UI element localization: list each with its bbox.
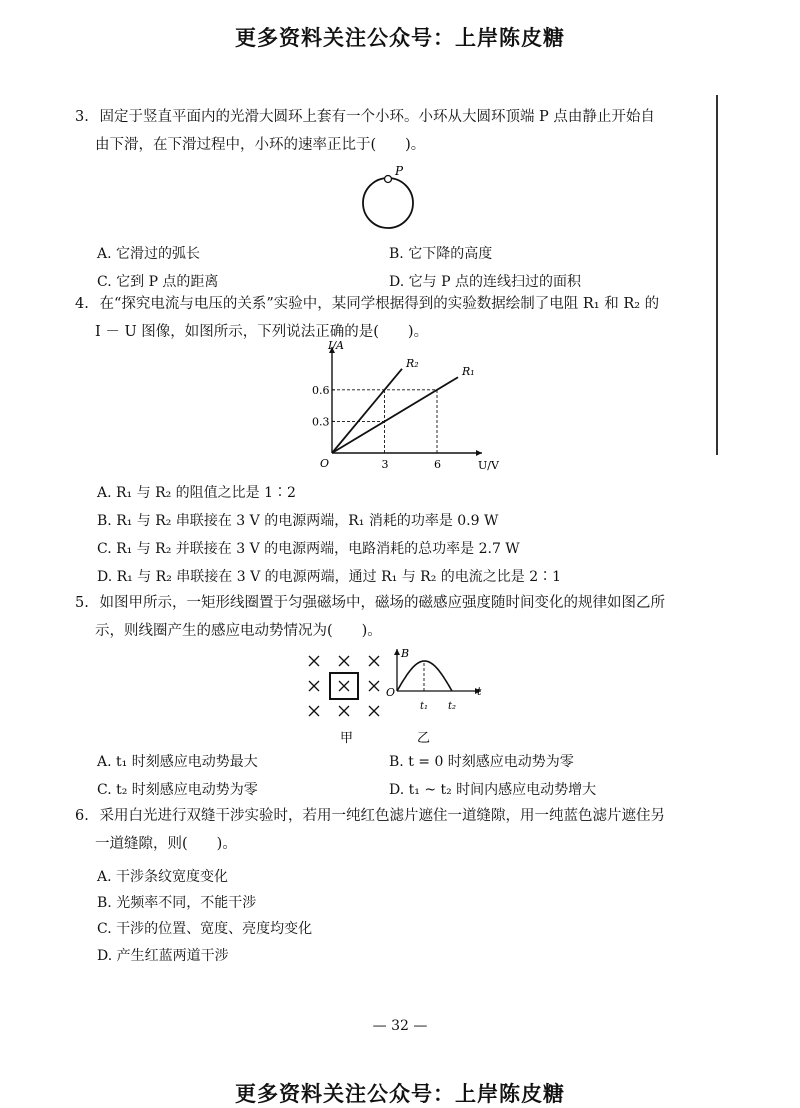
series-line-r1 — [332, 377, 458, 453]
x-axis-label: t — [477, 685, 482, 698]
question-stem-line2: 一道缝隙，则( )。 — [95, 836, 237, 852]
question-stem-line2: 示，则线圈产生的感应电动势情况为( )。 — [95, 623, 382, 639]
y-axis-label: B — [401, 647, 410, 660]
question-stem-line2: I － U 图像，如图所示，下列说法正确的是( )。 — [95, 324, 429, 340]
question-stem-line2: 由下滑，在下滑过程中，小环的速率正比于( )。 — [95, 137, 426, 153]
question-stem-line1: 在“探究电流与电压的关系”实验中，某同学根据得到的实验数据绘制了电阻 R₁ 和 R₂ 的 — [99, 296, 660, 312]
option-6c: C. 干涉的位置、宽度、亮度均变化 — [97, 921, 313, 937]
option-6b: B. 光频率不同，不能干涉 — [97, 895, 257, 911]
option-3d: D. 它与 P 点的连线扫过的面积 — [389, 274, 581, 290]
page-edge-rule — [716, 95, 718, 455]
option-6d: D. 产生红蓝两道干涉 — [97, 948, 229, 964]
option-4d: D. R₁ 与 R₂ 串联接在 3 V 的电源两端，通过 R₁ 与 R₂ 的电流之比是 2∶1 — [97, 569, 562, 585]
page-number: — 32 — — [372, 1018, 428, 1034]
x-tick-label: t₂ — [448, 701, 457, 712]
option-4a: A. R₁ 与 R₂ 的阻值之比是 1∶2 — [97, 485, 296, 501]
question-stem-line1: 如图甲所示，一矩形线圈置于匀强磁场中，磁场的磁感应强度随时间变化的规律如图乙所 — [99, 595, 665, 611]
y-tick-label: 0.3 — [312, 415, 330, 429]
iu-chart — [300, 339, 499, 475]
option-5a: A. t₁ 时刻感应电动势最大 — [97, 754, 258, 770]
ring-figure — [350, 165, 430, 235]
question-number: 4. — [75, 296, 89, 312]
question-stem-line1: 固定于竖直平面内的光滑大圆环上套有一个小环。小环从大圆环顶端 P 点由静止开始自 — [99, 109, 655, 125]
header-banner: 更多资料关注公众号：上岸陈皮糖 — [235, 26, 565, 50]
bt-chart — [385, 645, 485, 745]
x-tick-label: 6 — [434, 458, 441, 471]
origin-label: O — [386, 686, 396, 699]
y-tick-label: 0.6 — [312, 383, 330, 397]
option-3b: B. 它下降的高度 — [389, 246, 493, 262]
origin-label: O — [320, 457, 330, 470]
question-number: 3. — [75, 109, 89, 125]
x-axis-arrow — [476, 450, 482, 456]
question-stem-line1: 采用白光进行双缝干涉实验时，若用一纯红色滤片遮住一道缝隙，用一纯蓝色滤片遮住另 — [99, 808, 665, 824]
option-5b: B. t = 0 时刻感应电动势为零 — [389, 754, 574, 770]
x-tick-label: t₁ — [420, 701, 429, 712]
magnetic-field-figure — [300, 648, 395, 748]
option-4c: C. R₁ 与 R₂ 并联接在 3 V 的电源两端，电路消耗的总功率是 2.7 W — [97, 541, 520, 557]
figure-jia-label: 甲 — [340, 731, 354, 746]
option-6a: A. 干涉条纹宽度变化 — [97, 869, 229, 885]
footer-banner: 更多资料关注公众号：上岸陈皮糖 — [235, 1082, 565, 1106]
small-ring — [385, 176, 392, 183]
series-line-r2 — [332, 369, 402, 453]
figure-yi-label: 乙 — [417, 731, 431, 746]
option-4b: B. R₁ 与 R₂ 串联接在 3 V 的电源两端，R₁ 消耗的功率是 0.9 W — [97, 513, 499, 529]
series-label-r1: R₁ — [462, 365, 475, 379]
big-ring — [363, 178, 413, 228]
question-number: 6. — [75, 808, 89, 824]
x-tick-label: 3 — [381, 458, 389, 471]
x-axis-label: U/V — [478, 459, 499, 472]
option-3a: A. 它滑过的弧长 — [97, 246, 201, 262]
option-5c: C. t₂ 时刻感应电动势为零 — [97, 782, 258, 798]
question-number: 5. — [75, 595, 89, 611]
point-p-label: P — [395, 164, 404, 178]
y-axis-arrow — [394, 649, 400, 655]
field-cross-center — [339, 681, 349, 691]
option-3c: C. 它到 P 点的距离 — [97, 274, 219, 290]
series-label-r2: R₂ — [406, 356, 419, 370]
option-5d: D. t₁ ~ t₂ 时间内感应电动势增大 — [389, 782, 597, 798]
y-axis-label: I/A — [328, 339, 344, 352]
b-curve — [397, 661, 452, 691]
